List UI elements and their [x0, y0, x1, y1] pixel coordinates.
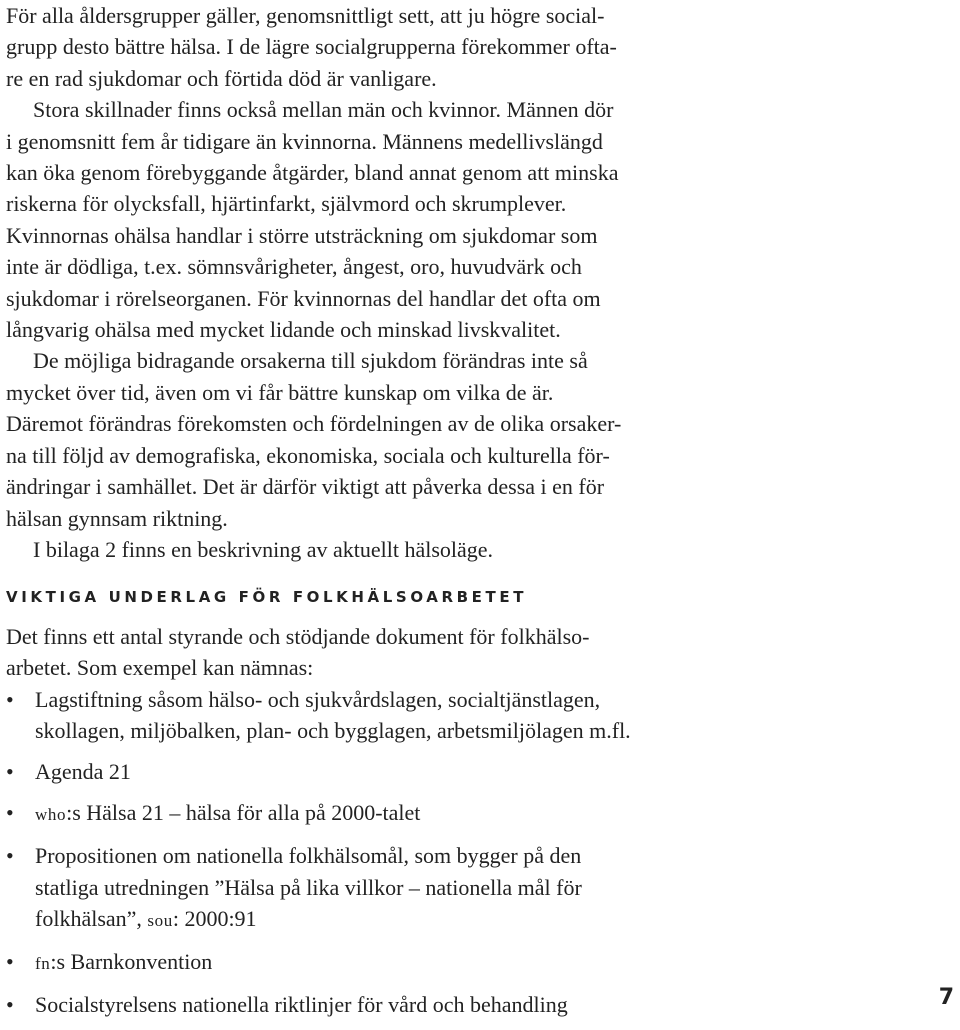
abbreviation: who — [35, 805, 67, 825]
list-item-text: :s Barnkonvention — [50, 949, 213, 975]
abbreviation: sou — [147, 911, 173, 931]
list-item — [6, 797, 946, 830]
list-item-text: :s Hälsa 21 – hälsa för alla på 2000-talet — [66, 800, 421, 826]
body-line: sjukdomar i rörelseorganen. För kvinnornas del handlar det ofta om — [6, 285, 601, 311]
list-item — [6, 840, 946, 936]
list-item — [6, 989, 946, 1020]
page-number: 7 — [938, 985, 954, 1010]
list-item-line: skollagen, miljöbalken, plan- och bygglagen, arbetsmiljölagen m.fl. — [35, 718, 631, 744]
body-line: re en rad sjukdomar och förtida död är vanligare. — [6, 65, 437, 91]
section-heading: VIKTIGA UNDERLAG FÖR FOLKHÄLSOARBETET — [6, 588, 528, 606]
bullet-icon: • — [6, 800, 14, 826]
body-line: långvarig ohälsa med mycket lidande och minskad livskvalitet. — [6, 317, 561, 343]
body-line: mycket över tid, även om vi får bättre kunskap om vilka de är. — [6, 379, 554, 405]
list-item-text: : 2000:91 — [172, 906, 257, 932]
abbreviation: fn — [35, 954, 51, 974]
body-line: riskerna för olycksfall, hjärtinfarkt, självmord och skrumplever. — [6, 191, 567, 217]
list-item-line: statliga utredningen ”Hälsa på lika villkor – nationella mål för — [35, 874, 582, 900]
list-item-line: Agenda 21 — [35, 759, 131, 785]
body-line: Kvinnornas ohälsa handlar i större utsträckning om sjukdomar som — [6, 222, 598, 248]
body-line: i genomsnitt fem år tidigare än kvinnorna. Männens medellivslängd — [6, 128, 603, 154]
body-line: kan öka genom förebyggande åtgärder, bland annat genom att minska — [6, 160, 619, 186]
body-text — [6, 0, 954, 565]
list-item-line: Lagstiftning såsom hälso- och sjukvårdslagen, socialtjänstlagen, — [35, 686, 601, 712]
body-line: na till följd av demografiska, ekonomiska, sociala och kulturella för- — [6, 442, 610, 468]
list-item-line — [35, 946, 946, 979]
intro-line: arbetet. Som exempel kan nämnas: — [6, 655, 314, 681]
body-line: För alla åldersgrupper gäller, genomsnittligt sett, att ju högre social- — [6, 3, 605, 28]
body-line: Däremot förändras förekomsten och fördelningen av de olika orsaker- — [6, 411, 622, 437]
section-content — [6, 621, 946, 1030]
list-item-line: Socialstyrelsens nationella riktlinjer för vård och behandling — [35, 992, 568, 1018]
body-line: hälsan gynnsam riktning. — [6, 505, 228, 531]
bullet-icon: • — [6, 949, 14, 975]
body-line: I bilaga 2 finns en beskrivning av aktuellt hälsoläge. — [33, 536, 494, 562]
bullet-icon: • — [6, 992, 14, 1018]
list-item-line — [35, 903, 946, 936]
bullet-icon: • — [6, 759, 14, 785]
list-item-text: folkhälsan”, — [35, 906, 148, 932]
body-line: Stora skillnader finns också mellan män och kvinnor. Männen dör — [33, 97, 614, 123]
body-line: De möjliga bidragande orsakerna till sjukdom förändras inte så — [33, 348, 588, 374]
page — [6, 0, 954, 565]
document-list — [6, 684, 946, 1021]
bullet-icon: • — [6, 843, 14, 869]
body-line: inte är dödliga, t.ex. sömnsvårigheter, ångest, oro, huvudvärk och — [6, 254, 582, 280]
intro-line: Det finns ett antal styrande och stödjande dokument för folkhälso- — [6, 624, 590, 649]
list-item — [6, 756, 946, 787]
list-item-line — [35, 797, 946, 830]
section-intro — [6, 621, 946, 684]
bullet-icon: • — [6, 686, 14, 712]
list-item — [6, 684, 946, 747]
list-item-line: Propositionen om nationella folkhälsomål, som bygger på den — [35, 843, 582, 869]
body-line: grupp desto bättre hälsa. I de lägre socialgrupperna förekommer ofta- — [6, 34, 617, 60]
list-item — [6, 946, 946, 979]
body-line: ändringar i samhället. Det är därför viktigt att påverka dessa i en för — [6, 474, 605, 500]
